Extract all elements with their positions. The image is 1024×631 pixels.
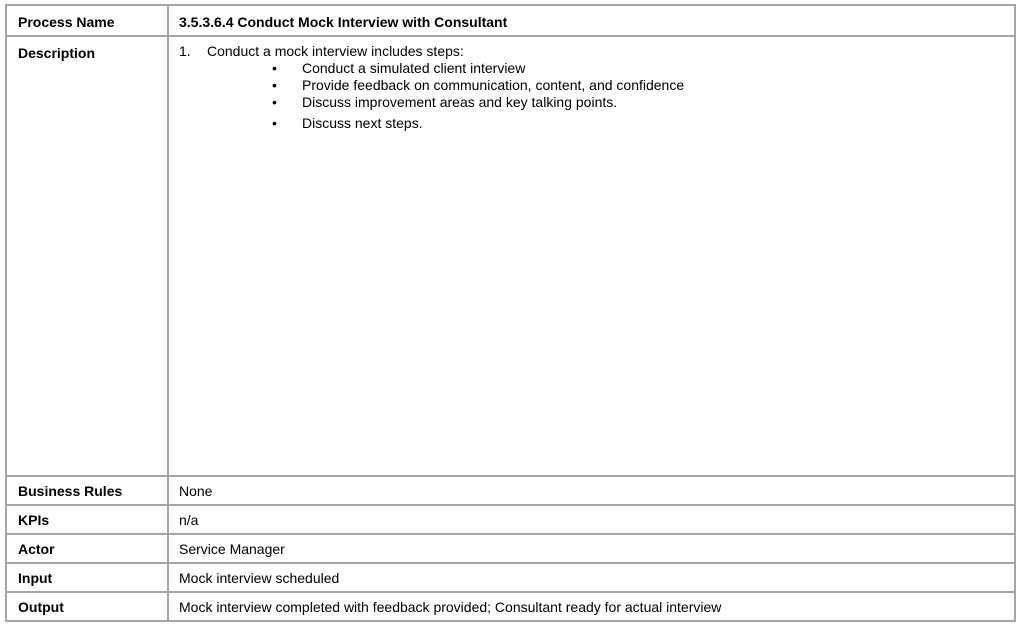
bullet-icon: •	[272, 115, 277, 131]
input-label: Input	[6, 563, 168, 592]
actor-label: Actor	[6, 534, 168, 563]
bullet-icon: •	[272, 77, 277, 93]
input-value: Mock interview scheduled	[168, 563, 1015, 592]
description-row	[6, 36, 1015, 476]
business-rules-value: None	[168, 476, 1015, 505]
step-text: Conduct a mock interview includes steps:	[207, 43, 464, 59]
input-row	[6, 563, 1015, 592]
process-name-value: 3.5.3.6.4 Conduct Mock Interview with Consultant	[168, 5, 1015, 36]
actor-row	[6, 534, 1015, 563]
business-rules-label: Business Rules	[6, 476, 168, 505]
step-number: 1.	[179, 43, 191, 59]
description-value	[168, 36, 1015, 476]
process-table	[5, 4, 1016, 622]
list-item	[272, 115, 1004, 132]
actor-value: Service Manager	[168, 534, 1015, 563]
bullet-text: Conduct a simulated client interview	[302, 60, 526, 76]
list-item	[272, 77, 1004, 94]
business-rules-row	[6, 476, 1015, 505]
output-value: Mock interview completed with feedback provided; Consultant ready for actual interview	[168, 592, 1015, 621]
output-label: Output	[6, 592, 168, 621]
kpis-value: n/a	[168, 505, 1015, 534]
bullet-text: Discuss next steps.	[302, 115, 423, 131]
bullet-icon: •	[272, 94, 277, 110]
list-item	[272, 60, 1004, 77]
bullet-text: Discuss improvement areas and key talking points.	[302, 94, 618, 110]
bullet-icon: •	[272, 60, 277, 76]
kpis-row	[6, 505, 1015, 534]
output-row	[6, 592, 1015, 621]
bullet-list	[179, 60, 1004, 132]
description-label: Description	[6, 36, 168, 476]
process-name-row	[6, 5, 1015, 36]
bullet-text: Provide feedback on communication, content, and confidence	[302, 77, 685, 93]
list-item	[272, 94, 1004, 111]
process-name-label: Process Name	[6, 5, 168, 36]
kpis-label: KPIs	[6, 505, 168, 534]
numbered-step	[179, 43, 1004, 60]
